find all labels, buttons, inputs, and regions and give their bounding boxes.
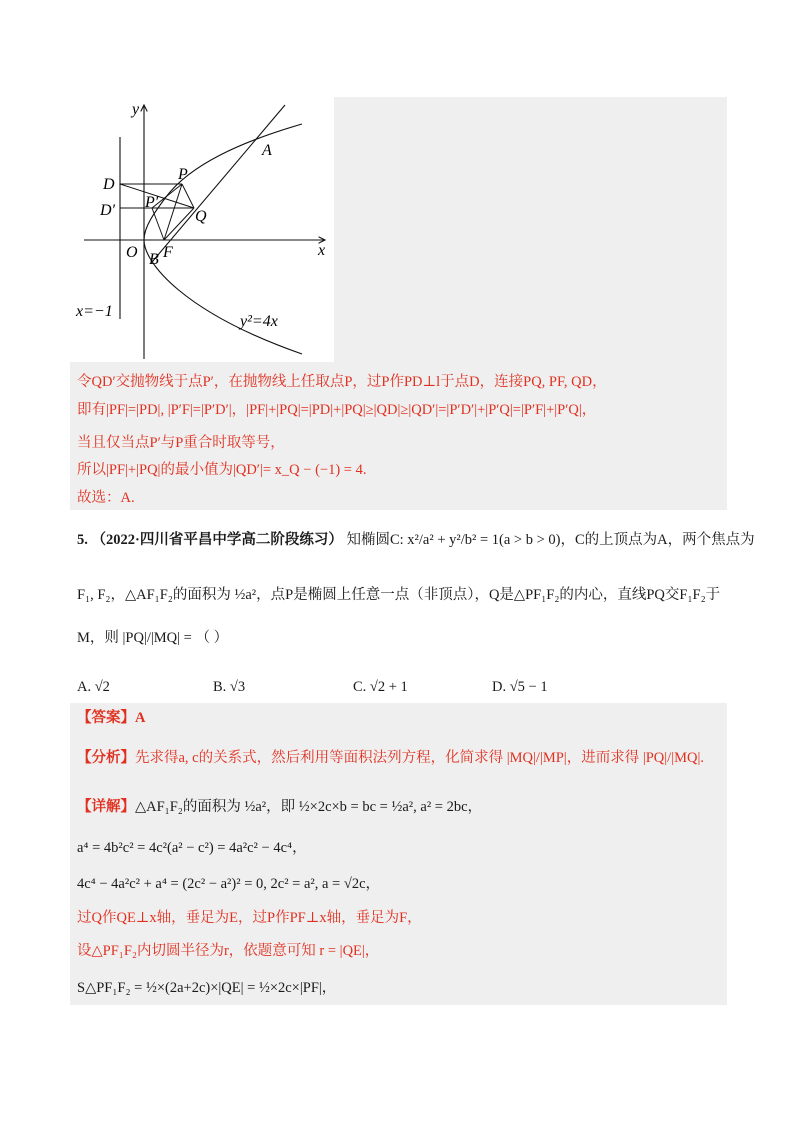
label-B: B <box>149 251 159 268</box>
answer-line <box>77 708 145 728</box>
problem5-source: （2022·四川省平昌中学高二阶段练习） <box>91 532 343 548</box>
label-Dp: D′ <box>100 202 116 219</box>
option-b: B. √3 <box>213 679 246 695</box>
solution4-line4: 所以|PF|+|PQ|的最小值为|QD′|= x_Q − (−1) = 4. <box>77 462 367 478</box>
label-A: A <box>262 142 272 159</box>
detail-text-1: △AF₁F₂的面积为 ½a²，即 ½×2c×b = bc = ½a², a² = 2bc， <box>135 799 483 815</box>
detail-line1 <box>77 797 482 817</box>
problem5-stem1: 知椭圆C: x²/a² + y²/b² = 1(a > b > 0)，C的上顶点为A，两个焦点为 <box>346 532 755 548</box>
parabola-curve <box>144 124 302 354</box>
label-D: D <box>103 176 115 193</box>
label-P: P <box>178 166 188 183</box>
label-curve: y²=4x <box>240 313 278 330</box>
detail-line5: 设△PF₁F₂内切圆半径为r，依题意可知 r = |QE|， <box>77 943 380 959</box>
figure-shade-right <box>334 97 727 362</box>
option-d: D. √5 − 1 <box>492 679 548 695</box>
label-Q: Q <box>195 208 207 225</box>
analysis-label: 【分析】 <box>77 750 135 766</box>
problem5-header <box>77 530 755 550</box>
problem5-stem3: M，则 |PQ|/|MQ| = （ ） <box>77 630 229 646</box>
answer-value: A <box>135 710 146 726</box>
detail-line3: 4c⁴ − 4a²c² + a⁴ = (2c² − a²)² = 0, 2c² = a², a = √2c， <box>77 876 381 892</box>
solution4-line3: 当且仅当点P′与P重合时取等号， <box>77 435 285 451</box>
option-a: A. √2 <box>77 679 110 695</box>
parabola-figure <box>70 97 334 362</box>
detail-line4: 过Q作QE⊥x轴，垂足为E，过P作PF⊥x轴，垂足为F， <box>77 910 422 926</box>
analysis-line <box>77 748 704 768</box>
label-F: F <box>163 244 173 261</box>
detail-label: 【详解】 <box>77 799 135 815</box>
option-c: C. √2 + 1 <box>353 679 408 695</box>
solution4-line2: 即有|PF|=|PD|, |P′F|=|P′D′|，|PF|+|PQ|=|PD|+|PQ|≥|QD|≥|QD′|=|P′D′|+|P′Q|=|P′F|+|P′Q|， <box>77 402 597 418</box>
detail-line2: a⁴ = 4b²c² = 4c²(a² − c²) = 4a²c² − 4c⁴， <box>77 840 307 856</box>
problem5-number: 5. <box>77 532 88 548</box>
label-Pp: P′ <box>145 194 159 211</box>
analysis-text: 先求得a, c的关系式，然后利用等面积法列方程，化简求得 |MQ|/|MP|，进而求得 |PQ|/|MQ|. <box>135 750 704 766</box>
label-y: y <box>132 101 140 118</box>
label-x: x <box>318 242 326 259</box>
problem5-stem2: F₁, F₂，△AF₁F₂的面积为 ½a²，点P是椭圆上任意一点（非顶点），Q是△PF₁F₂的内心，直线PQ交F₁F₂于 <box>77 587 721 603</box>
solution4-line5: 故选：A. <box>77 490 135 506</box>
answer-label: 【答案】 <box>77 710 135 726</box>
solution4-line1: 令QD′交抛物线于点P′，在抛物线上任取点P，过P作PD⊥l于点D，连接PQ, PF, QD， <box>77 374 607 390</box>
label-O: O <box>126 244 138 261</box>
label-directrix: x=−1 <box>76 303 113 320</box>
detail-line6: S△PF₁F₂ = ½×(2a+2c)×|QE| = ½×2c×|PF|， <box>77 980 337 996</box>
